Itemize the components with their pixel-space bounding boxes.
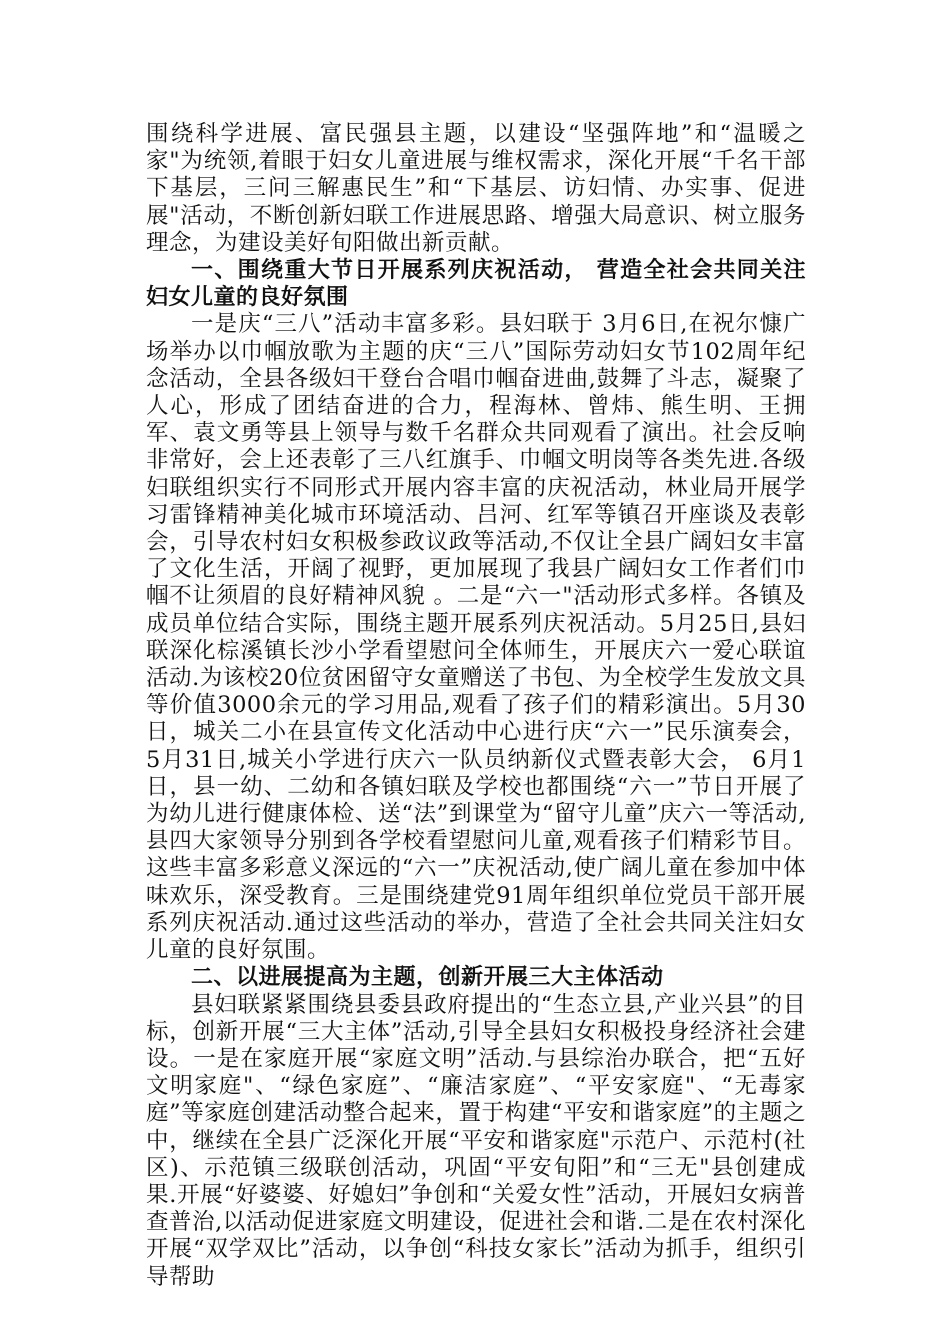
section-1-paragraph: 一是庆“三八”活动丰富多彩。县妇联于 3月6日,在祝尔慷广场举办以巾帼放歌为主题的庆“三八”国际劳动妇女节102周年纪念活动，全县各级妇干登台合唱巾帼奋进曲,鼓舞了斗志，凝聚了人心，形成了团结奋进的合力，程海林、曾炜、熊生明、王拥军、袁文勇等县上领导与数千名群众共同观看了演出。社会反响非常好，会上还表彰了三八红旗手、巾帼文明岗等各类先进.各级妇联组织实行不同形式开展内容丰富的庆祝活动，林业局开展学习雷锋精神美化城市环境活动、吕河、红军等镇召开座谈及表彰会，引导农村妇女积极参政议政等活动,不仅让全县广阔妇女丰富了文化生活，开阔了视野，更加展现了我县广阔妇女工作者们巾帼不让须眉的良好精神风貌 。二是“六一"活动形式多样。各镇及成员单位结合实际，围绕主题开展系列庆祝活动。5月25日,县妇联深化棕溪镇长沙小学看望慰问全体师生，开展庆六一爱心联谊活动.为该校20位贫困留守女童赠送了书包、为全校学生发放文具等价值3000余元的学习用品,观看了孩子们的精彩演出。5月30日，城关二小在县宣传文化活动中心进行庆“六一”民乐演奏会， 5月31日,城关小学进行庆六一队员纳新仪式暨表彰大会， 6月1日，县一幼、二幼和各镇妇联及学校也都围绕“六一”节日开展了为幼儿进行健康体检、送“法”到课堂为“留守儿童”庆六一等活动,县四大家领导分别到各学校看望慰问儿童,观看孩子们精彩节目。这些丰富多彩意义深远的“六一”庆祝活动,使广阔儿童在参加中体味欢乐，深受教育。三是围绕建党91周年组织单位党员干部开展系列庆祝活动.通过这些活动的举办，营造了全社会共同关注妇女儿童的良好氛围。 — [146, 311, 806, 964]
section-heading-1: 一、围绕重大节日开展系列庆祝活动， 营造全社会共同关注妇女儿童的良好氛围 — [146, 258, 806, 311]
section-2-paragraph: 县妇联紧紧围绕县委县政府提出的“生态立县,产业兴县”的目标，创新开展“三大主体”活动,引导全县妇女积极投身经济社会建设。一是在家庭开展“家庭文明”活动.与县综治办联合，把“五好文明家庭"、“绿色家庭”、“廉洁家庭”、“平安家庭"、“无毒家庭”等家庭创建活动整合起来，置于构建“平安和谐家庭”的主题之中，继续在全县广泛深化开展“平安和谐家庭"示范户、示范村(社区)、示范镇三级联创活动，巩固“平安旬阳”和“三无"县创建成果.开展“好婆婆、好媳妇”争创和“关爱女性”活动，开展妇女病普查普治,以活动促进家庭文明建设，促进社会和谐.二是在农村深化开展“双学双比”活动，以争创“科技女家长”活动为抓手，组织引导帮助 — [146, 991, 806, 1290]
intro-paragraph: 围绕科学进展、富民强县主题，以建设“坚强阵地”和“温暖之家"为统领,着眼于妇女儿童进展与维权需求，深化开展“千名干部下基层，三问三解惠民生”和“下基层、访妇情、办实事、促进展"活动，不断创新妇联工作进展思路、增强大局意识、树立服务理念，为建设美好旬阳做出新贡献。 — [146, 121, 806, 256]
section-heading-2: 二、以进展提高为主题，创新开展三大主体活动 — [191, 965, 664, 991]
document-page — [146, 121, 806, 1291]
